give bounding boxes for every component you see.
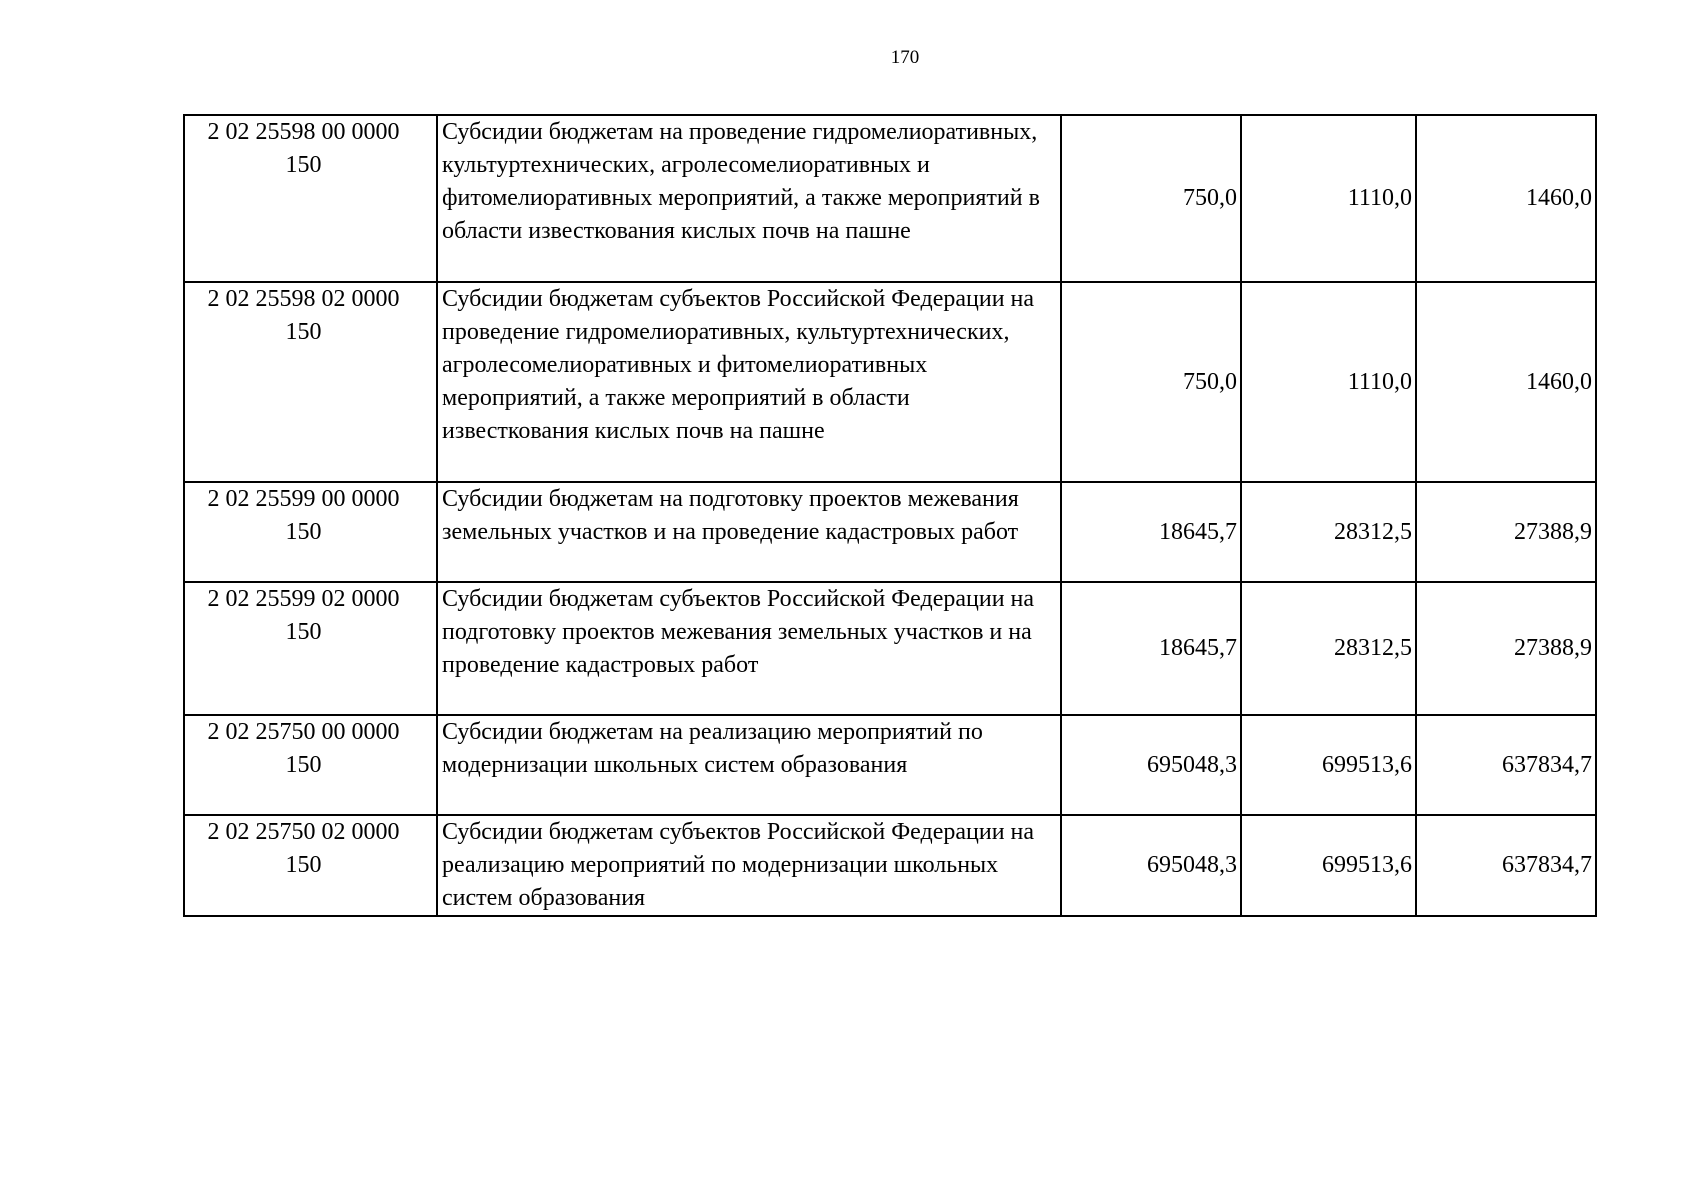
budget-description: Субсидии бюджетам субъектов Российской Федерации на реализацию мероприятий по модернизации школьных систем образования [437, 815, 1061, 916]
budget-description: Субсидии бюджетам на проведение гидромелиоративных, культуртехнических, агролесомелиоративных и фитомелиоративных мероприятий, а также мероприятий в области известкования кислых почв на пашне [437, 115, 1061, 282]
table-row [184, 815, 1596, 916]
budget-code: 2 02 25750 02 0000 150 [184, 815, 437, 916]
value-col-3: 637834,7 [1416, 715, 1596, 815]
budget-table [183, 114, 1597, 917]
value-col-3: 27388,9 [1416, 582, 1596, 715]
value-col-1: 695048,3 [1061, 715, 1241, 815]
value-col-2: 1110,0 [1241, 115, 1416, 282]
value-col-1: 750,0 [1061, 282, 1241, 482]
value-col-1: 695048,3 [1061, 815, 1241, 916]
value-col-2: 28312,5 [1241, 582, 1416, 715]
budget-description: Субсидии бюджетам на реализацию мероприятий по модернизации школьных систем образования [437, 715, 1061, 815]
budget-code: 2 02 25598 02 0000 150 [184, 282, 437, 482]
table-row [184, 115, 1596, 282]
value-col-3: 637834,7 [1416, 815, 1596, 916]
budget-code: 2 02 25599 02 0000 150 [184, 582, 437, 715]
table-row [184, 282, 1596, 482]
value-col-2: 28312,5 [1241, 482, 1416, 582]
value-col-1: 18645,7 [1061, 582, 1241, 715]
table-row [184, 582, 1596, 715]
value-col-3: 1460,0 [1416, 282, 1596, 482]
value-col-2: 1110,0 [1241, 282, 1416, 482]
budget-description: Субсидии бюджетам субъектов Российской Федерации на проведение гидромелиоративных, культуртехнических, агролесомелиоративных и фитомелиоративных мероприятий, а также мероприятий в области известкования кислых почв на пашне [437, 282, 1061, 482]
value-col-2: 699513,6 [1241, 815, 1416, 916]
budget-description: Субсидии бюджетам субъектов Российской Федерации на подготовку проектов межевания земельных участков и на проведение кадастровых работ [437, 582, 1061, 715]
value-col-2: 699513,6 [1241, 715, 1416, 815]
budget-code: 2 02 25750 00 0000 150 [184, 715, 437, 815]
table-row [184, 482, 1596, 582]
budget-code: 2 02 25598 00 0000 150 [184, 115, 437, 282]
table-row [184, 715, 1596, 815]
budget-code: 2 02 25599 00 0000 150 [184, 482, 437, 582]
value-col-3: 27388,9 [1416, 482, 1596, 582]
budget-description: Субсидии бюджетам на подготовку проектов межевания земельных участков и на проведение кадастровых работ [437, 482, 1061, 582]
value-col-3: 1460,0 [1416, 115, 1596, 282]
page-number: 170 [890, 47, 920, 68]
value-col-1: 750,0 [1061, 115, 1241, 282]
value-col-1: 18645,7 [1061, 482, 1241, 582]
